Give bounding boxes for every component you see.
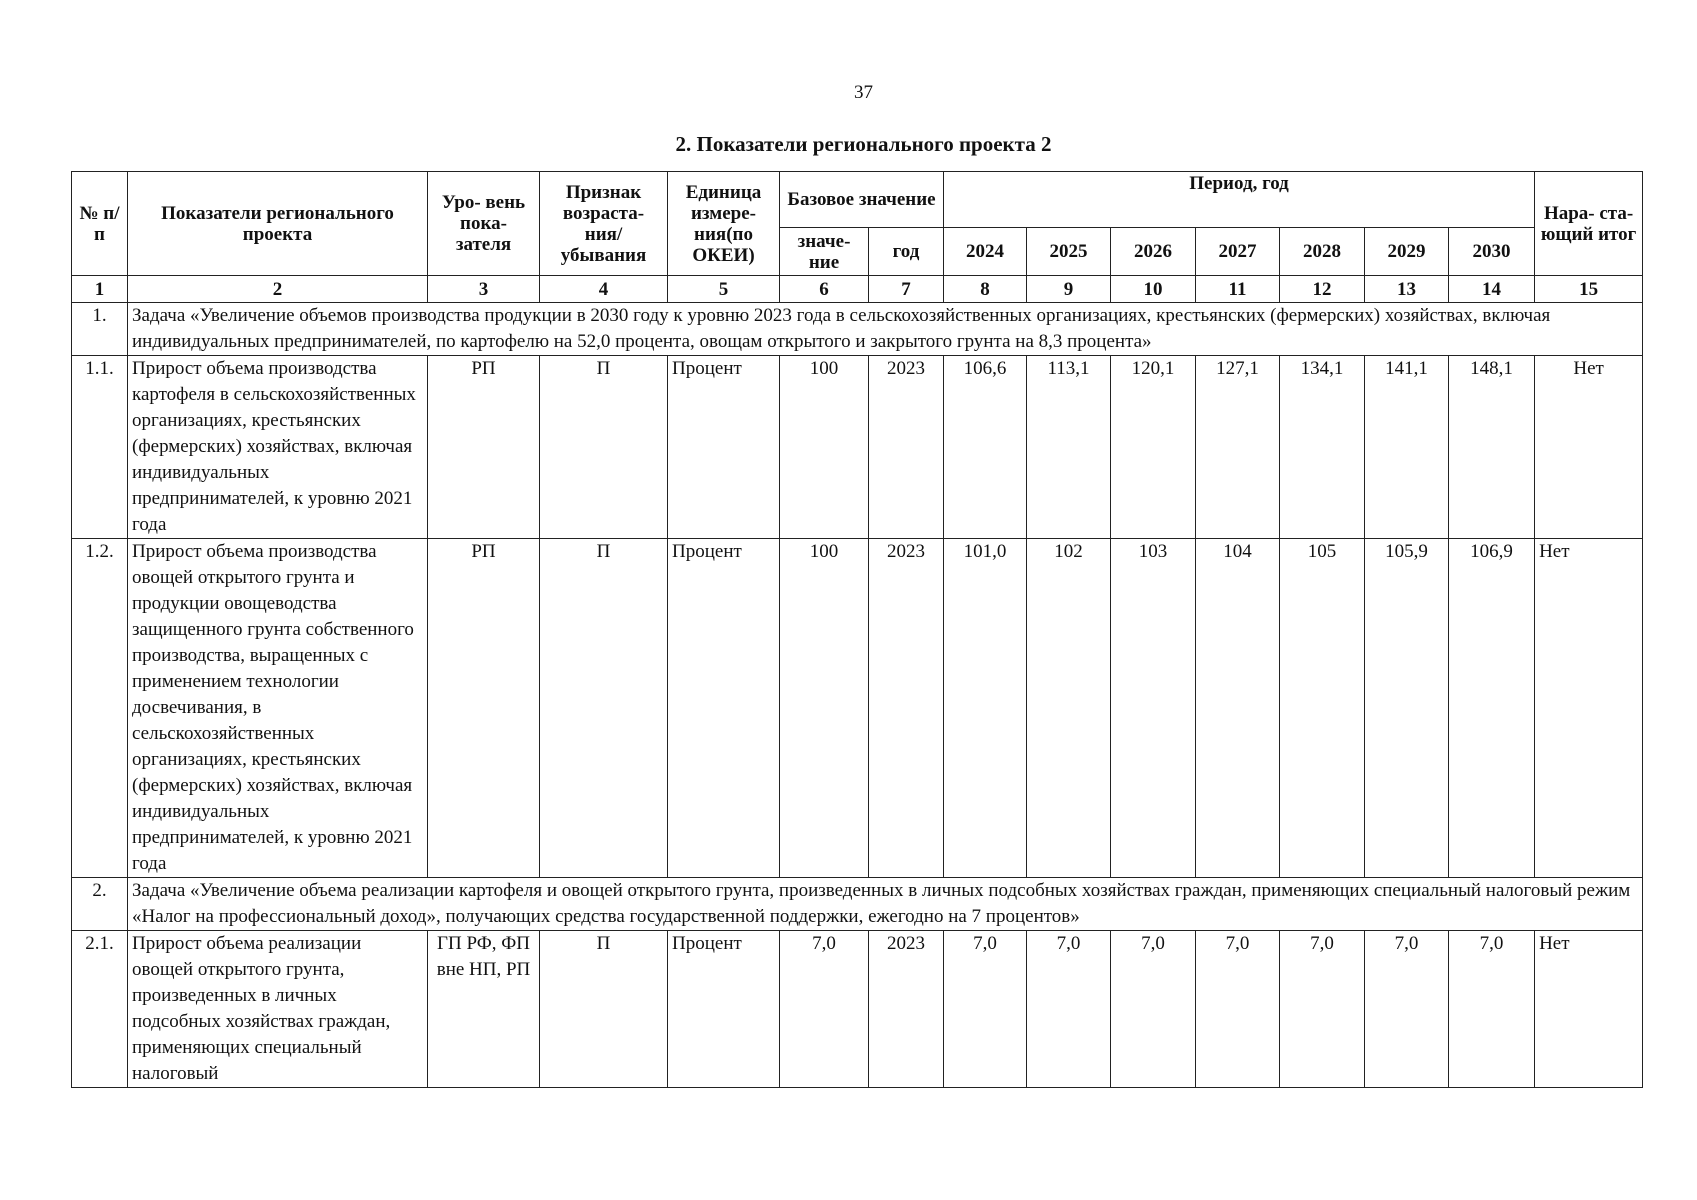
- year-value: 103: [1111, 539, 1196, 878]
- year-value: 104: [1196, 539, 1280, 878]
- header-year: 2026: [1111, 228, 1196, 276]
- header-sign: Признак возраста- ния/ убывания: [540, 172, 668, 276]
- header-indicator-name: Показатели регионального проекта: [128, 172, 428, 276]
- year-value: 120,1: [1111, 356, 1196, 539]
- column-number: 8: [944, 276, 1027, 303]
- column-number: 3: [428, 276, 540, 303]
- header-base-year: год: [869, 228, 944, 276]
- year-value: 7,0: [1449, 931, 1535, 1088]
- row-number: 1.1.: [72, 356, 128, 539]
- column-number: 12: [1280, 276, 1365, 303]
- column-number: 2: [128, 276, 428, 303]
- table-row: [72, 931, 1643, 1088]
- year-value: 7,0: [1027, 931, 1111, 1088]
- header-year: 2025: [1027, 228, 1111, 276]
- year-value: 106,6: [944, 356, 1027, 539]
- year-value: 7,0: [1365, 931, 1449, 1088]
- indicator-level: РП: [428, 539, 540, 878]
- column-number: 9: [1027, 276, 1111, 303]
- year-value: 148,1: [1449, 356, 1535, 539]
- year-value: 105,9: [1365, 539, 1449, 878]
- indicator-sign: П: [540, 356, 668, 539]
- column-number: 7: [869, 276, 944, 303]
- column-number: 5: [668, 276, 780, 303]
- header-num: № п/п: [72, 172, 128, 276]
- column-number: 4: [540, 276, 668, 303]
- header-year: 2028: [1280, 228, 1365, 276]
- task-row: [72, 303, 1643, 356]
- indicator-name: Прирост объема производства картофеля в сельскохозяйственных организациях, крестьянских (фермерских) хозяйствах, включая индивидуальных предпринимателей, к уровню 2021 года: [128, 356, 428, 539]
- indicators-table: [71, 171, 1643, 1088]
- year-value: 7,0: [1280, 931, 1365, 1088]
- header-base: Базовое значение: [780, 172, 944, 228]
- indicator-name: Прирост объема реализации овощей открытого грунта, произведенных в личных подсобных хозяйствах граждан, применяющих специальный налоговый: [128, 931, 428, 1088]
- indicator-sign: П: [540, 931, 668, 1088]
- year-value: 127,1: [1196, 356, 1280, 539]
- indicator-unit: Процент: [668, 356, 780, 539]
- table-row: [72, 356, 1643, 539]
- indicator-sign: П: [540, 539, 668, 878]
- base-value: 100: [780, 356, 869, 539]
- header-year: 2030: [1449, 228, 1535, 276]
- base-year: 2023: [869, 539, 944, 878]
- table-row: [72, 539, 1643, 878]
- year-value: 7,0: [1196, 931, 1280, 1088]
- year-value: 113,1: [1027, 356, 1111, 539]
- header-unit: Единица измере- ния(по ОКЕИ): [668, 172, 780, 276]
- column-number: 15: [1535, 276, 1643, 303]
- header-year: 2024: [944, 228, 1027, 276]
- task-text: Задача «Увеличение объема реализации картофеля и овощей открытого грунта, произведенных в личных подсобных хозяйствах граждан, применяющих специальный налоговый режим «Налог на профессиональный доход», получающих средства государственной поддержки, ежегодно на 7 процентов»: [128, 878, 1643, 931]
- cumulative-value: Нет: [1535, 356, 1643, 539]
- cumulative-value: Нет: [1535, 931, 1643, 1088]
- year-value: 101,0: [944, 539, 1027, 878]
- header-period: Период, год: [944, 172, 1535, 228]
- header-level: Уро- вень пока- зателя: [428, 172, 540, 276]
- task-text: Задача «Увеличение объемов производства продукции в 2030 году к уровню 2023 года в сельскохозяйственных организациях, крестьянских (фермерских) хозяйствах, включая индивидуальных предпринимателей, по картофелю на 52,0 процента, овощам открытого и закрытого грунта на 8,3 процента»: [128, 303, 1643, 356]
- year-value: 7,0: [1111, 931, 1196, 1088]
- row-number: 1.2.: [72, 539, 128, 878]
- year-value: 141,1: [1365, 356, 1449, 539]
- indicator-unit: Процент: [668, 931, 780, 1088]
- indicator-name: Прирост объема производства овощей открытого грунта и продукции овощеводства защищенного грунта собственного производства, выращенных с применением технологии досвечивания, в сельскохозяйственных организациях, крестьянских (фермерских) хозяйствах, включая индивидуальных предпринимателей, к уровню 2021 года: [128, 539, 428, 878]
- base-year: 2023: [869, 931, 944, 1088]
- column-number: 13: [1365, 276, 1449, 303]
- column-number: 11: [1196, 276, 1280, 303]
- year-value: 105: [1280, 539, 1365, 878]
- task-number: 1.: [72, 303, 128, 356]
- header-cumulative: Нара- ста- ющий итог: [1535, 172, 1643, 276]
- year-value: 7,0: [944, 931, 1027, 1088]
- year-value: 106,9: [1449, 539, 1535, 878]
- header-year: 2029: [1365, 228, 1449, 276]
- page-number: 37: [854, 82, 873, 103]
- task-row: [72, 878, 1643, 931]
- base-value: 100: [780, 539, 869, 878]
- base-value: 7,0: [780, 931, 869, 1088]
- header-year: 2027: [1196, 228, 1280, 276]
- year-value: 102: [1027, 539, 1111, 878]
- task-number: 2.: [72, 878, 128, 931]
- column-number: 10: [1111, 276, 1196, 303]
- cumulative-value: Нет: [1535, 539, 1643, 878]
- year-value: 134,1: [1280, 356, 1365, 539]
- indicator-level: РП: [428, 356, 540, 539]
- base-year: 2023: [869, 356, 944, 539]
- column-number: 6: [780, 276, 869, 303]
- indicator-level: ГП РФ, ФП вне НП, РП: [428, 931, 540, 1088]
- row-number: 2.1.: [72, 931, 128, 1088]
- column-number: 14: [1449, 276, 1535, 303]
- page-title: 2. Показатели регионального проекта 2: [675, 132, 1052, 156]
- header-base-value: значе- ние: [780, 228, 869, 276]
- column-number: 1: [72, 276, 128, 303]
- indicator-unit: Процент: [668, 539, 780, 878]
